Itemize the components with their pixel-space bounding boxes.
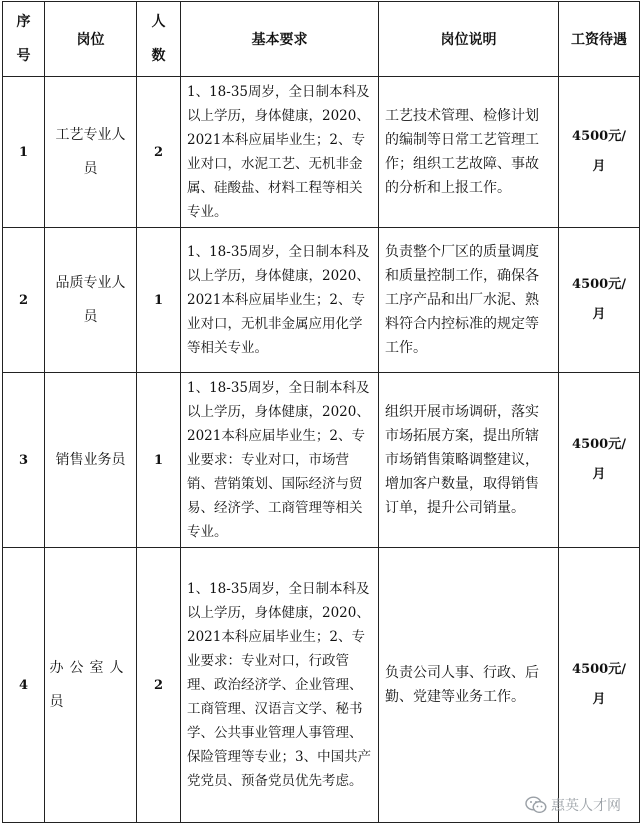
row-position: 品质专业人员 — [45, 228, 137, 373]
row-requirements: 1、18-35周岁，全日制本科及以上学历，身体健康，2020、2021本科应届毕业生；2、专业要求：专业对口，市场营销、营销策划、国际经济与贸易、经济学、工商管理等相关专业。 — [181, 373, 379, 548]
row-num: 1 — [3, 77, 45, 228]
header-requirements: 基本要求 — [181, 2, 379, 77]
table-row — [3, 77, 640, 228]
header-description: 岗位说明 — [379, 2, 559, 77]
row-description: 组织开展市场调研，落实市场拓展方案，提出所辖市场销售策略调整建议，增加客户数量，取得销售订单，提升公司销量。 — [379, 373, 559, 548]
row-salary: 4500元/月 — [559, 373, 640, 548]
watermark — [525, 795, 621, 815]
row-num: 3 — [3, 373, 45, 548]
row-salary: 4500元/月 — [559, 228, 640, 373]
row-count: 2 — [137, 77, 181, 228]
row-position: 办公室人员 — [45, 548, 137, 823]
header-row — [3, 2, 640, 77]
row-count: 2 — [137, 548, 181, 823]
table-row — [3, 373, 640, 548]
row-description: 工艺技术管理、检修计划的编制等日常工艺管理工作；组织工艺故障、事故的分析和上报工作。 — [379, 77, 559, 228]
job-table — [2, 1, 640, 823]
row-requirements: 1、18-35周岁，全日制本科及以上学历，身体健康，2020、2021本科应届毕业生；2、专业对口，无机非金属应用化学等相关专业。 — [181, 228, 379, 373]
header-position: 岗位 — [45, 2, 137, 77]
row-position: 工艺专业人员 — [45, 77, 137, 228]
row-requirements: 1、18-35周岁，全日制本科及以上学历，身体健康，2020、2021本科应届毕业生；2、专业对口，水泥工艺、无机非金属、硅酸盐、材料工程等相关专业。 — [181, 77, 379, 228]
header-salary: 工资待遇 — [559, 2, 640, 77]
header-num: 序号 — [3, 2, 45, 77]
row-description: 负责公司人事、行政、后勤、党建等业务工作。 — [379, 548, 559, 823]
row-description: 负责整个厂区的质量调度和质量控制工作，确保各工序产品和出厂水泥、熟料符合内控标准的规定等工作。 — [379, 228, 559, 373]
header-count: 人数 — [137, 2, 181, 77]
row-salary: 4500元/月 — [559, 548, 640, 823]
row-num: 4 — [3, 548, 45, 823]
table-row — [3, 228, 640, 373]
wechat-icon — [525, 796, 547, 814]
row-position: 销售业务员 — [45, 373, 137, 548]
table-row — [3, 548, 640, 823]
watermark-text: 惠英人才网 — [551, 798, 621, 814]
row-num: 2 — [3, 228, 45, 373]
row-requirements: 1、18-35周岁，全日制本科及以上学历，身体健康，2020、2021本科应届毕业生；2、专业要求：专业对口，行政管理、政治经济学、企业管理、工商管理、汉语言文学、秘书学、公共事业管理人事管理、保险管理等专业；3、中国共产党党员、预备党员优先考虑。 — [181, 548, 379, 823]
row-salary: 4500元/月 — [559, 77, 640, 228]
row-count: 1 — [137, 373, 181, 548]
row-count: 1 — [137, 228, 181, 373]
